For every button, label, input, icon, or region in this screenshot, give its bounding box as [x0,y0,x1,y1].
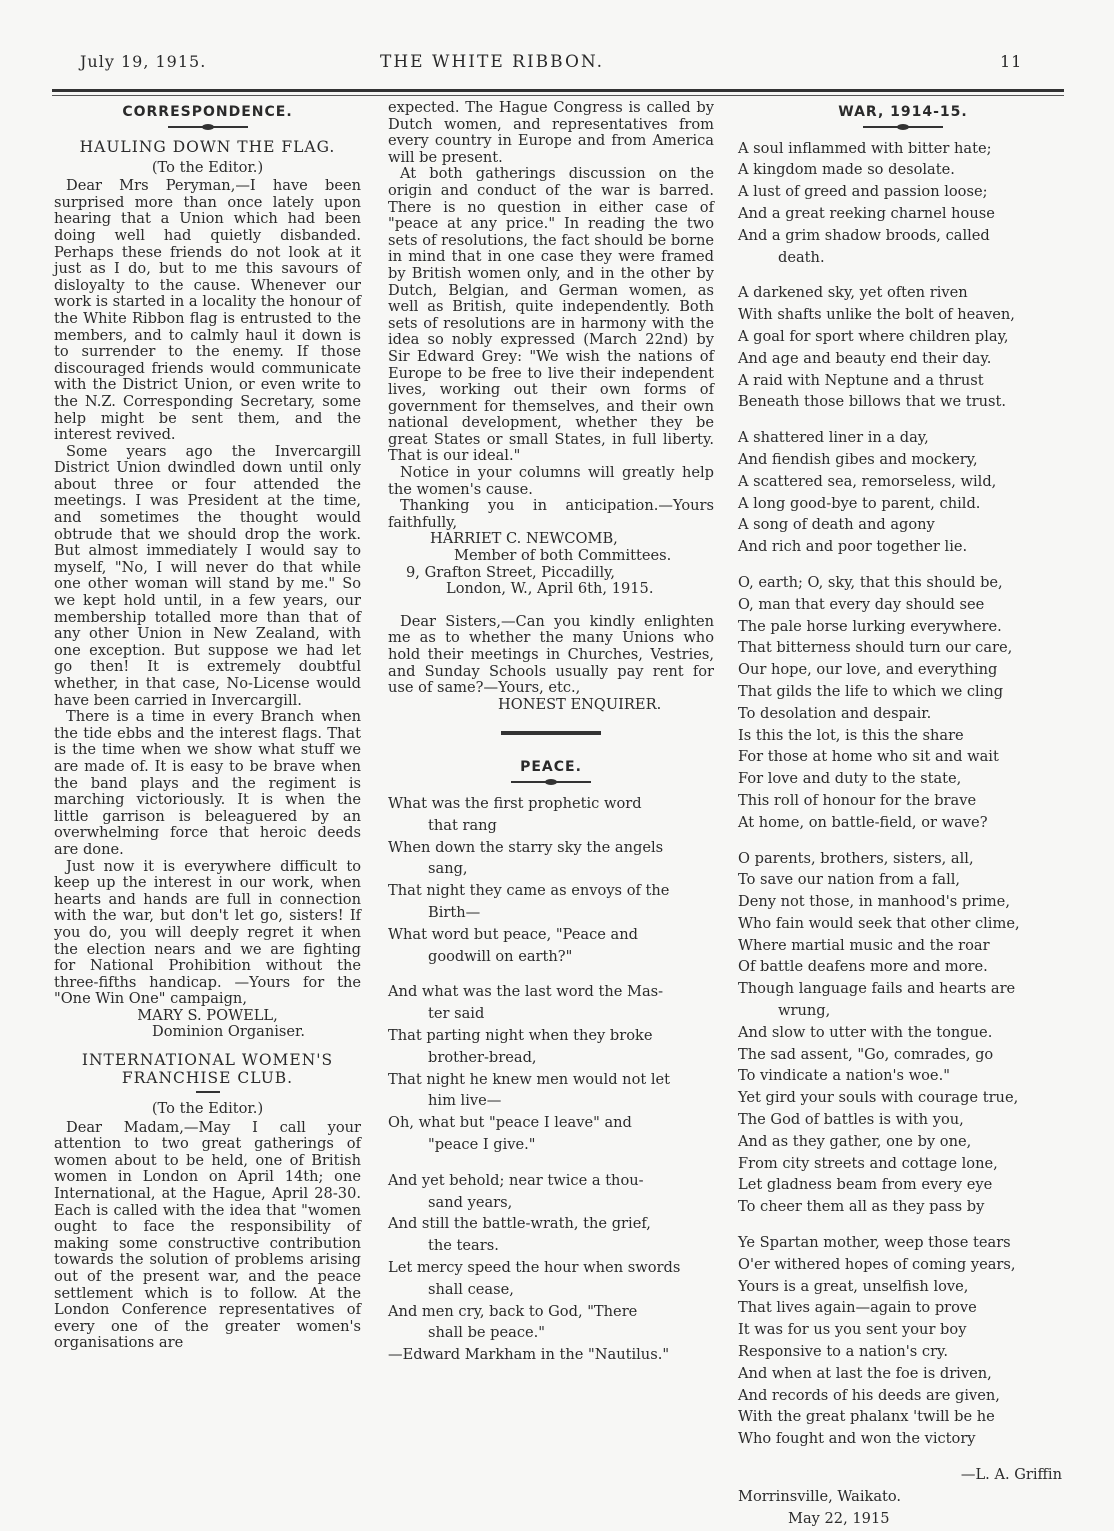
poem-line: And what was the last word the Mas- [388,983,664,1001]
poem-line: And yet behold; near twice a thou- [388,1171,644,1189]
poem-line: A goal for sport where children play, [738,327,1009,345]
poem-line: death. [778,248,825,266]
poem-line: Let gladness beam from every eye [738,1176,993,1194]
poem-line: A soul inflammed with bitter hate; [738,139,992,157]
poem-line: Of battle deafens more and more. [738,958,988,976]
poem-line: Who fought and won the victory [738,1430,976,1448]
stanza [388,981,714,1155]
poem-line: That night he knew men would not let [388,1070,671,1088]
paragraph: Thanking you in anticipation.—Yours faithfully, [388,497,714,531]
header-rule-thick [52,89,1064,92]
poem-place: Morrinsville, Waikato. [738,1487,902,1505]
poem-line: With shafts unlike the bolt of heaven, [738,306,1015,324]
ornament-divider [511,779,591,785]
poem-line: Yet gird your souls with courage true, [738,1089,1019,1107]
page-header [0,52,1114,76]
poem-line: To desolation and despair. [738,704,932,722]
poem-date: May 22, 1915 [788,1509,890,1527]
poem-line: Ye Spartan mother, weep those tears [738,1234,1011,1252]
poem-line: That night they came as envoys of the [388,882,670,900]
poem-line: ter said [428,1005,485,1023]
article-title-line1: INTERNATIONAL WOMEN'S [81,1051,334,1070]
column-1 [54,100,361,1352]
poem-author: —L. A. Griffin [960,1466,1062,1484]
poem-line: wrung, [778,1002,831,1020]
poem-line: Beneath those billows that we trust. [738,393,1007,411]
paragraph: Just now it is everywhere difficult to keep up the interest in our work, when hearts and hands are full in connection with the war, but don't let go, sisters! If you do, you will deeply regret it when the election nears and we are fighting for National Prohibition without the three-fifths handicap. —Yours for the "One Win One" campaign, [54,857,361,1008]
poem-line: That parting night when they broke [388,1026,653,1044]
stanza [738,427,1068,558]
poem-line: The God of battles is with you, [738,1111,964,1129]
paragraph: Notice in your columns will greatly help the women's cause. [388,464,714,498]
poem-line: This roll of honour for the brave [738,791,977,809]
address-line: London, W., April 6th, 1915. [446,580,654,598]
poem-line: goodwill on earth?" [428,947,573,965]
poem-line: O, man that every day should see [738,595,985,613]
address-line: 9, Grafton Street, Piccadilly, [406,563,616,581]
poem-line: Let mercy speed the hour when swords [388,1258,681,1276]
poem-attribution: —Edward Markham in the "Nautilus." [388,1346,670,1364]
poem-line: And rich and poor together lie. [738,538,968,556]
signature-role: Member of both Committees. [454,547,672,565]
poem-line: Though language fails and hearts are [738,980,1016,998]
poem-line: A darkened sky, yet often riven [738,284,968,302]
poem-line: That bitterness should turn our care, [738,639,1013,657]
signature-name: MARY S. POWELL, [137,1006,278,1024]
poem-line: From city streets and cottage lone, [738,1154,998,1172]
header-rule-thin [52,95,1064,96]
paragraph: At both gatherings discussion on the origin and conduct of the war is barred. There is no question in either case of "peace at any price." In reading the two sets of resolutions, the fact should be borne in mind that in one case they were framed by British women only, and in the other by Dutch, Belgian, and German women, as well as British, quite independently. Both sets of resolutions are in harmony with the idea so nobly expressed (March 22nd) by Sir Edward Grey: "We wish the nations of Europe to be free to live their independent lives, working out their own forms of government for themselves, and their own national development, whether they be great States or small States, in full liberty. That is our ideal." [388,165,714,465]
column-3 [738,100,1068,1529]
newspaper-title: THE WHITE RIBBON. [380,52,605,72]
poem-line: A raid with Neptune and a thrust [738,371,984,389]
paragraph: Dear Mrs Peryman,—I have been surprised more than once lately upon hearing that a Union which had been doing well had quietly disbanded. Perhaps these friends do not look at it just as I do, but to me this savours of disloyalty to the cause. Whenever our work is started in a locality the honour of the White Ribbon flag is entrusted to the members, and to calmly haul it down is to surrender to the enemy. If those discouraged friends would communicate with the District Union, or even write to the N.Z. Corresponding Secretary, some help might be sent them, and the interest revived. [54,177,361,444]
poem-line: The sad assent, "Go, comrades, go [738,1045,994,1063]
poem-line: Birth— [428,903,481,921]
poem-line: O, earth; O, sky, that this should be, [738,573,1003,591]
poem-line: the tears. [428,1237,499,1255]
signature-name: HARRIET C. NEWCOMB, [430,530,618,548]
poem-line: O parents, brothers, sisters, all, [738,849,974,867]
stanza [388,1170,714,1366]
stanza [738,282,1068,413]
short-rule [196,1091,220,1093]
poem-line: Is this the lot, is this the share [738,726,964,744]
poem-line: To save our nation from a fall, [738,871,961,889]
poem-line: What word but peace, "Peace and [388,925,638,943]
stanza [738,138,1068,269]
poem-line: When down the starry sky the angels [388,838,664,856]
poem-line: A shattered liner in a day, [738,429,929,447]
poem-line: Oh, what but "peace I leave" and [388,1114,632,1132]
article-title-line2: FRANCHISE CLUB. [121,1069,294,1088]
paragraph: There is a time in every Branch when the tide ebbs and the interest flags. That is the time when we show what stuff we are made of. It is easy to be brave when the band plays and the regiment is marching victoriously. It is when the little garrison is beleaguered by an overwhelming force that heroic deeds are done. [54,708,361,858]
poem-line: A long good-bye to parent, child. [738,494,981,512]
poem-line: And men cry, back to God, "There [388,1302,638,1320]
stanza [388,793,714,967]
to-the-editor: (To the Editor.) [151,158,264,176]
poem-title-war: WAR, 1914-15. [838,104,968,120]
poem-peace [388,793,714,1366]
poem-line: that rang [428,816,497,834]
to-the-editor: (To the Editor.) [151,1100,264,1118]
poem-line: What was the first prophetic word [388,794,642,812]
poem-war [738,138,1068,1450]
enquiry-paragraph: Dear Sisters,—Can you kindly enlighten me as to whether the many Unions who hold their meetings in Churches, Vestries, and Sunday Schools usually pay rent for use of same?—Yours, etc., [388,612,714,697]
poem-line: And age and beauty end their day. [738,349,992,367]
poem-line: shall cease, [428,1280,514,1298]
poem-line: Deny not those, in manhood's prime, [738,893,1010,911]
poem-line: Our hope, our love, and everything [738,661,998,679]
poem-line: At home, on battle-field, or wave? [738,813,988,831]
ornament-divider [168,124,248,130]
poem-line: Yours is a great, unselfish love, [738,1277,969,1295]
poem-line: The pale horse lurking everywhere. [738,617,1002,635]
poem-line: "peace I give." [428,1135,536,1153]
article-title-hauling-down: HAULING DOWN THE FLAG. [79,137,336,156]
poem-line: brother-bread, [428,1048,537,1066]
poem-line: Who fain would seek that other clime, [738,914,1020,932]
signature-title: Dominion Organiser. [152,1023,306,1041]
paragraph: expected. The Hague Congress is called by Dutch women, and representatives from every country in Europe and from America will be present. [388,99,714,166]
poem-line: For love and duty to the state, [738,770,962,788]
stanza [738,572,1068,834]
poem-line: A scattered sea, remorseless, wild, [738,472,997,490]
section-heading-correspondence: CORRESPONDENCE. [122,104,293,120]
poem-line: For those at home who sit and wait [738,748,999,766]
issue-date: July 19, 1915. [80,52,207,71]
paragraph: Dear Madam,—May I call your attention to two great gatherings of women about to be held, one of British women in London on April 14th; one International, at the Hague, April 28-30. Each is called with the idea that "women ought to face the responsibility of making some constructive contribution towards the solution of problems arising out of the present war, and the peace settlement which is to follow. At the London Conference representatives of every one of the greater women's organisations are [54,1118,361,1352]
poem-line: And a great reeking charnel house [738,204,995,222]
poem-line: A lust of greed and passion loose; [738,183,988,201]
poem-line: That gilds the life to which we cling [738,682,1004,700]
poem-line: That lives again—again to prove [738,1299,977,1317]
page-number: 11 [1000,52,1023,71]
poem-line: And when at last the foe is driven, [738,1364,992,1382]
poem-line: And as they gather, one by one, [738,1132,972,1150]
poem-line: To vindicate a nation's woe." [738,1067,950,1085]
poem-line: It was for us you sent your boy [738,1321,967,1339]
poem-line: And fiendish gibes and mockery, [738,450,978,468]
poem-line: shall be peace." [428,1324,546,1342]
poem-line: And still the battle-wrath, the grief, [388,1215,651,1233]
poem-line: A kingdom made so desolate. [738,161,955,179]
poem-line: A song of death and agony [738,516,935,534]
enquiry-signature: HONEST ENQUIRER. [498,695,662,713]
poem-line: sang, [428,860,468,878]
column-2 [388,100,714,1380]
poem-line: And a grim shadow broods, called [738,226,990,244]
poem-line: sand years, [428,1193,513,1211]
poem-line: To cheer them all as they pass by [738,1198,985,1216]
poem-line: O'er withered hopes of coming years, [738,1255,1016,1273]
poem-title-peace: PEACE. [520,759,582,776]
paragraph: Some years ago the Invercargill District Union dwindled down until only about three or four attended the meetings. I was President at the time, and sometimes the thought would obtrude that we should drop the work. But almost immediately I would say to myself, "No, I will never do that while one other woman will stand by me." So we kept hold until, in a few years, our membership totalled more than that of any other Union in New Zealand, with one exception. But suppose we had let go then! It is extremely doubtful whether, in that case, No-License would have been carried in Invercargill. [54,442,361,709]
stanza [738,1232,1068,1450]
poem-line: And slow to utter with the tongue. [738,1023,993,1041]
poem-line: And records of his deeds are given, [738,1386,1000,1404]
stanza [738,848,1068,1219]
separator-rule [501,731,601,735]
ornament-divider [863,124,943,130]
poem-line: With the great phalanx 'twill be he [738,1408,995,1426]
poem-line: Responsive to a nation's cry. [738,1343,948,1361]
poem-line: Where martial music and the roar [738,936,990,954]
poem-line: him live— [428,1092,502,1110]
